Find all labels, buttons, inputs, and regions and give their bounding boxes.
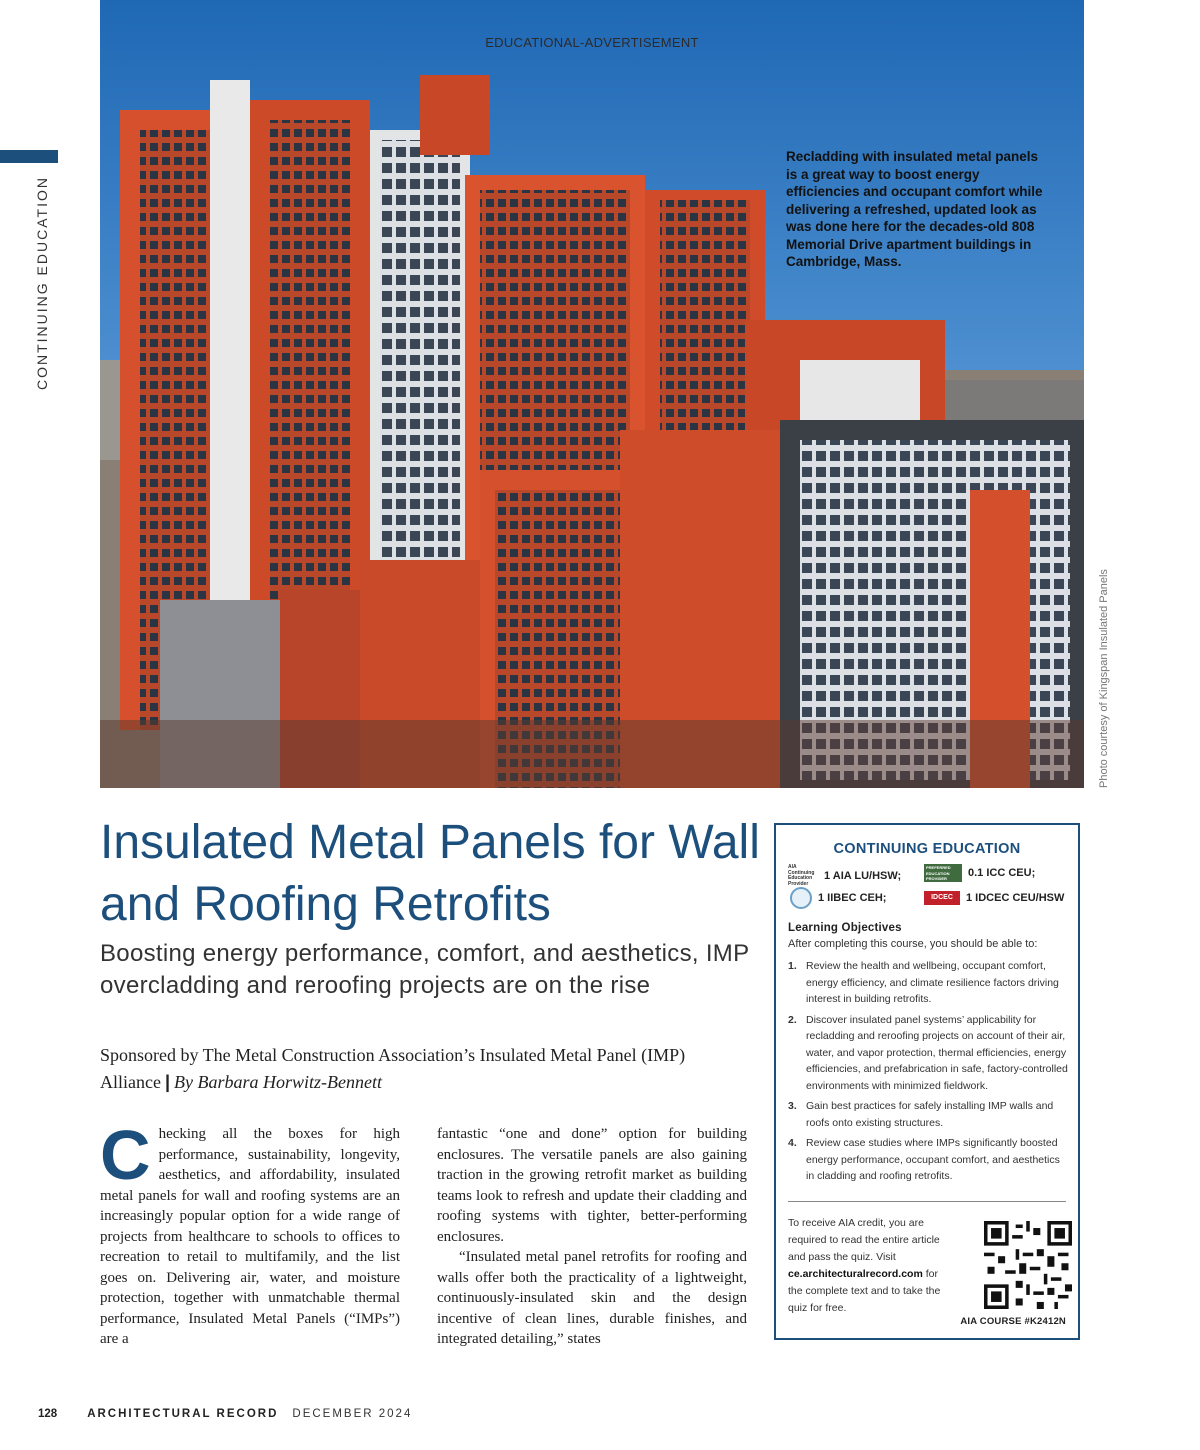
learning-objectives-list: [788, 958, 1068, 1189]
idcec-approved-logo: IDCEC: [924, 891, 960, 905]
iibec-logo: [790, 887, 812, 909]
building-photo: [100, 0, 1084, 788]
credit-icc-text: 0.1 ICC CEU;: [968, 867, 1036, 879]
qr-code-icon[interactable]: [984, 1221, 1072, 1309]
credit-iibec-text: 1 IIBEC CEH;: [818, 892, 887, 904]
course-number: AIA COURSE #K2412N: [960, 1316, 1066, 1327]
credit-icc: [924, 864, 1035, 882]
preferred-education-provider-logo: PREFERRED EDUCATION PROVIDER: [924, 864, 962, 882]
learning-objectives-intro: After completing this course, you should be able to:: [788, 938, 1038, 950]
objective-item: 4. Review case studies where IMPs significantly boosted energy performance, occupant comfort, and aesthetics in cladding and roofing retrofits.: [788, 1137, 1060, 1182]
credit-aia-text: 1 AIA LU/HSW;: [824, 870, 902, 882]
issue-date: DECEMBER 2024: [292, 1408, 413, 1420]
body-paragraph-quote: “Insulated metal panel retrofits for roofing and walls offer both the practicality of a lightweight, continuously-insulated skin and the design incentive of clean lines, durable finishes, and integrated detailing,” states: [437, 1249, 747, 1347]
magazine-name: ARCHITECTURAL RECORD: [87, 1408, 279, 1420]
credit-idcec-text: 1 IDCEC CEU/HSW: [966, 892, 1065, 904]
sponsor-text: Sponsored by The Metal Construction Association’s Insulated Metal Panel (IMP) Alliance: [100, 1045, 686, 1092]
aia-credit-instructions: To receive AIA credit, you are required to read the entire article and pass the quiz. Visit ce.architecturalrecord.com for the complete text and to take the quiz for free.: [788, 1217, 941, 1314]
learning-objectives-heading: Learning Objectives: [788, 922, 902, 934]
aia-provider-logo: AIA Continuing Education Provider: [788, 864, 815, 887]
building-illustration: [100, 0, 1084, 788]
page-number: 128: [38, 1408, 58, 1420]
advertisement-label: EDUCATIONAL-ADVERTISEMENT: [485, 35, 699, 50]
article-subtitle: Boosting energy performance, comfort, and aesthetics, IMP overcladding and reroofing projects are on the rise: [100, 940, 749, 999]
drop-cap: C: [100, 1116, 151, 1194]
paragraph-text: hecking all the boxes for high performance, sustainability, longevity, aesthetics, and affordability, insulated metal panels for wall and roofing systems are an increasingly popular option for a wide range of projects from healthcare to schools to offices to recreation to retail to multifamily, and the list goes on. Delivering air, water, and moisture protection, together with unmatchable thermal performance, Insulated Metal Panels (“IMPs”) are a: [100, 1126, 400, 1347]
objective-item: 3. Gain best practices for safely installing IMP walls and roofs onto existing structures.: [788, 1100, 1054, 1129]
photo-caption: Recladding with insulated metal panels is a great way to boost energy efficiencies and occupant comfort while delivering a refreshed, updated look as was done here for the decades-old 808 Memorial Drive apartment buildings in Cambridge, Mass.: [786, 149, 1043, 269]
body-column-2: [437, 1124, 747, 1350]
byline: By Barbara Horwitz-Bennett: [174, 1072, 383, 1092]
byline-separator: |: [164, 1072, 171, 1092]
article-title: Insulated Metal Panels for Wall and Roofing Retrofits: [100, 816, 760, 931]
page-footer: [38, 1408, 412, 1420]
sponsor-line: [100, 1042, 750, 1096]
section-tab-label: CONTINUING EDUCATION: [34, 176, 50, 390]
credit-aia: [788, 865, 901, 887]
credit-idcec: [924, 891, 1064, 905]
ce-sidebar-box: [774, 823, 1080, 1340]
ce-divider: [788, 1201, 1066, 1202]
objective-item: 2. Discover insulated panel systems’ applicability for recladding and reroofing projects on account of their air, water, and vapor protection, thermal efficiencies, energy efficiencies, and prefabrication in safe, factory-controlled environments with minimized fieldwork.: [788, 1013, 1068, 1092]
body-column-1: [100, 1116, 400, 1350]
section-tab-bar: [0, 150, 58, 163]
body-paragraph: [100, 1116, 400, 1350]
credit-iibec: [790, 887, 886, 909]
ce-box-title: CONTINUING EDUCATION: [833, 841, 1021, 857]
objective-item: 1. Review the health and wellbeing, occupant comfort, energy efficiency, and climate resilience factors driving interest in building retrofits.: [788, 960, 1059, 1005]
photo-credit: Photo courtesy of Kingspan Insulated Panels: [1098, 569, 1110, 788]
ce-website-link[interactable]: ce.architecturalrecord.com: [788, 1268, 923, 1280]
body-paragraph-continued: fantastic “one and done” option for building enclosures. The versatile panels are also gaining traction in the growing retrofit market as building teams look to refresh and update their cladding and roofing systems with tighter, better-performing enclosures.: [437, 1126, 747, 1245]
